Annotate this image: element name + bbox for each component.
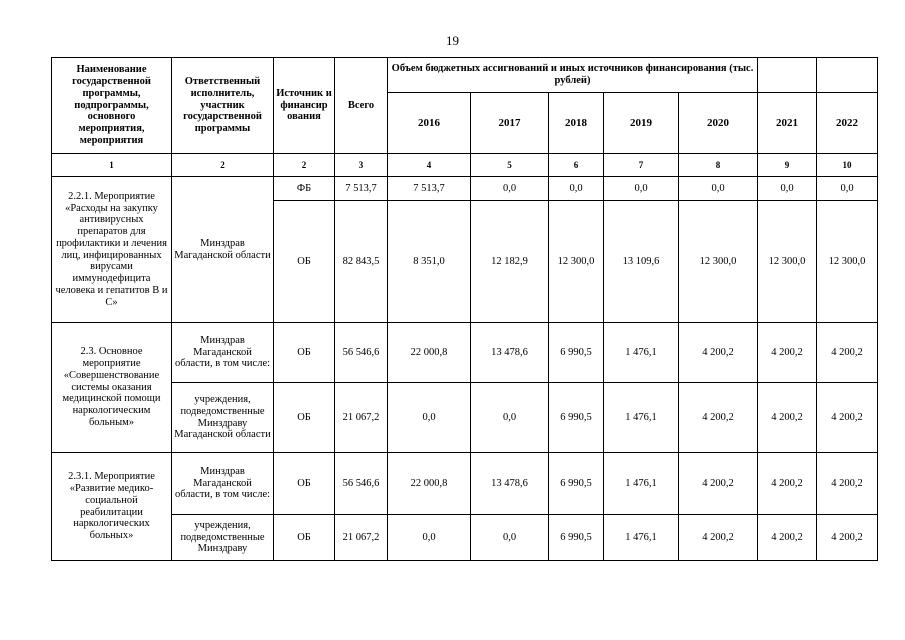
row-source: ОБ (274, 383, 335, 453)
row-value: 0,0 (817, 177, 878, 201)
row-value: 0,0 (758, 177, 817, 201)
row-total: 21 067,2 (335, 515, 388, 561)
row-value: 4 200,2 (817, 383, 878, 453)
row-name: 2.3. Основное мероприятие «Совершенствование системы оказания медицинской помощи наркологическим больным» (52, 323, 172, 453)
row-value: 12 300,0 (679, 201, 758, 323)
index-cell: 8 (679, 154, 758, 177)
row-name: 2.2.1. Мероприятие «Расходы на закупку антивирусных препаратов для профилактики и лечения лиц, инфицированных вирусами иммунодефицита человека и гепатитов В и С» (52, 177, 172, 323)
row-value: 13 109,6 (604, 201, 679, 323)
page-number: 19 (446, 33, 459, 48)
row-value: 1 476,1 (604, 323, 679, 383)
index-cell: 2 (274, 154, 335, 177)
header-executor: Ответственный исполнитель, участник государственной программы (172, 58, 274, 154)
row-value: 4 200,2 (758, 515, 817, 561)
index-cell: 6 (549, 154, 604, 177)
index-cell: 3 (335, 154, 388, 177)
row-value: 13 478,6 (471, 323, 549, 383)
index-cell: 5 (471, 154, 549, 177)
table-row (52, 177, 878, 201)
header-blank (758, 58, 817, 93)
table-row (52, 323, 878, 383)
index-cell: 4 (388, 154, 471, 177)
table-row (52, 453, 878, 515)
row-value: 4 200,2 (817, 323, 878, 383)
index-cell: 7 (604, 154, 679, 177)
header-year: 2021 (758, 93, 817, 154)
row-value: 0,0 (549, 177, 604, 201)
row-value: 4 200,2 (817, 515, 878, 561)
row-value: 22 000,8 (388, 323, 471, 383)
row-total: 7 513,7 (335, 177, 388, 201)
row-value: 0,0 (388, 383, 471, 453)
row-executor: Минздрав Магаданской области, в том числе: (172, 323, 274, 383)
header-total: Всего (335, 58, 388, 154)
row-value: 13 478,6 (471, 453, 549, 515)
row-value: 6 990,5 (549, 323, 604, 383)
row-total: 21 067,2 (335, 383, 388, 453)
header-blank (817, 58, 878, 93)
index-cell: 2 (172, 154, 274, 177)
row-total: 56 546,6 (335, 323, 388, 383)
row-value: 0,0 (388, 515, 471, 561)
row-value: 6 990,5 (549, 453, 604, 515)
header-year: 2018 (549, 93, 604, 154)
row-value: 0,0 (471, 177, 549, 201)
header-year: 2019 (604, 93, 679, 154)
header-name: Наименование государственной программы, подпрограммы, основного мероприятия, мероприятия (52, 58, 172, 154)
index-cell: 1 (52, 154, 172, 177)
row-value: 6 990,5 (549, 515, 604, 561)
row-value: 0,0 (471, 383, 549, 453)
row-value: 4 200,2 (758, 453, 817, 515)
row-value: 6 990,5 (549, 383, 604, 453)
row-value: 1 476,1 (604, 515, 679, 561)
row-total: 56 546,6 (335, 453, 388, 515)
header-row (52, 58, 878, 93)
row-value: 1 476,1 (604, 453, 679, 515)
row-value: 12 300,0 (817, 201, 878, 323)
row-total: 82 843,5 (335, 201, 388, 323)
row-value: 12 300,0 (549, 201, 604, 323)
row-source: ОБ (274, 453, 335, 515)
row-source: ОБ (274, 323, 335, 383)
row-executor: учреждения, подведомственные Минздраву (172, 515, 274, 561)
row-value: 12 300,0 (758, 201, 817, 323)
row-value: 12 182,9 (471, 201, 549, 323)
row-source: ОБ (274, 201, 335, 323)
header-year: 2016 (388, 93, 471, 154)
header-year: 2022 (817, 93, 878, 154)
row-value: 22 000,8 (388, 453, 471, 515)
index-cell: 10 (817, 154, 878, 177)
row-value: 0,0 (604, 177, 679, 201)
budget-table (51, 57, 878, 561)
row-value: 8 351,0 (388, 201, 471, 323)
table-row (52, 383, 878, 453)
row-value: 0,0 (679, 177, 758, 201)
row-value: 4 200,2 (679, 453, 758, 515)
row-value: 4 200,2 (758, 383, 817, 453)
row-value: 1 476,1 (604, 383, 679, 453)
row-executor: Минздрав Магаданской области, в том числе: (172, 453, 274, 515)
table-row (52, 515, 878, 561)
header-volume: Объем бюджетных ассигнований и иных источников финансирования (тыс. рублей) (388, 58, 758, 93)
row-value: 0,0 (471, 515, 549, 561)
index-cell: 9 (758, 154, 817, 177)
header-source: Источник и финансир ования (274, 58, 335, 154)
row-executor: Минздрав Магаданской области (172, 177, 274, 323)
row-value: 4 200,2 (679, 383, 758, 453)
row-value: 4 200,2 (758, 323, 817, 383)
header-year: 2020 (679, 93, 758, 154)
row-value: 7 513,7 (388, 177, 471, 201)
row-source: ФБ (274, 177, 335, 201)
row-source: ОБ (274, 515, 335, 561)
row-value: 4 200,2 (679, 323, 758, 383)
header-year: 2017 (471, 93, 549, 154)
row-executor: учреждения, подведомственные Минздраву Магаданской области (172, 383, 274, 453)
row-value: 4 200,2 (817, 453, 878, 515)
index-row (52, 154, 878, 177)
row-name: 2.3.1. Мероприятие «Развитие медико-социальной реабилитации наркологических больных» (52, 453, 172, 561)
row-value: 4 200,2 (679, 515, 758, 561)
